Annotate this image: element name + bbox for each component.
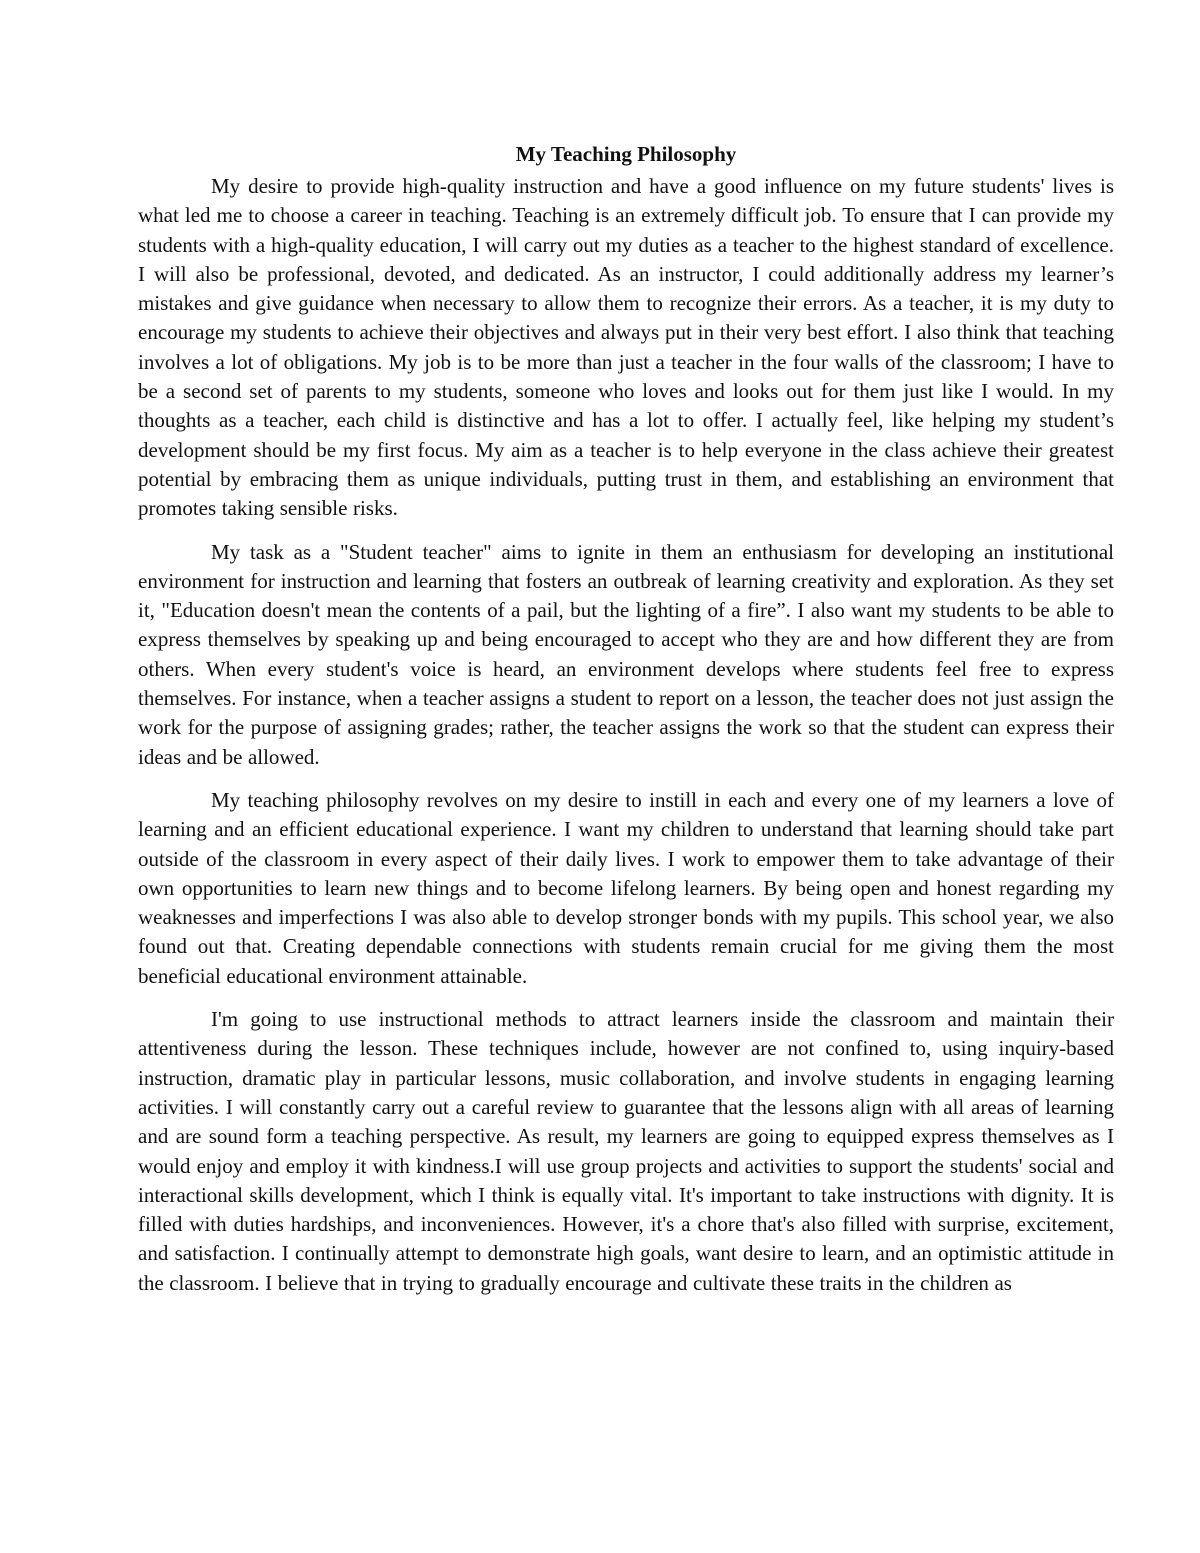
document-body	[138, 140, 1114, 1312]
paragraph-1: My desire to provide high-quality instruction and have a good influence on my future students' lives is what led me to choose a career in teaching. Teaching is an extremely difficult job. To ensure that I can provide my students with a high-quality education, I will carry out my duties as a teacher to the highest standard of excellence. I will also be professional, devoted, and dedicated. As an instructor, I could additionally address my learner’s mistakes and give guidance when necessary to allow them to recognize their errors. As a teacher, it is my duty to encourage my students to achieve their objectives and always put in their very best effort. I also think that teaching involves a lot of obligations. My job is to be more than just a teacher in the four walls of the classroom; I have to be a second set of parents to my students, someone who loves and looks out for them just like I would. In my thoughts as a teacher, each child is distinctive and has a lot to offer. I actually feel, like helping my student’s development should be my first focus. My aim as a teacher is to help everyone in the class achieve their greatest potential by embracing them as unique individuals, putting trust in them, and establishing an environment that promotes taking sensible risks.	[138, 174, 1114, 521]
paragraph-3: My teaching philosophy revolves on my desire to instill in each and every one of my learners a love of learning and an efficient educational experience. I want my children to understand that learning should take part outside of the classroom in every aspect of their daily lives. I work to empower them to take advantage of their own opportunities to learn new things and to become lifelong learners. By being open and honest regarding my weaknesses and imperfections I was also able to develop stronger bonds with my pupils. This school year, we also found out that. Creating dependable connections with students remain crucial for me giving them the most beneficial educational environment attainable.	[138, 787, 1114, 988]
paragraph-4: I'm going to use instructional methods to attract learners inside the classroom and maintain their attentiveness during the lesson. These techniques include, however are not confined to, using inquiry-based instruction, dramatic play in particular lessons, music collaboration, and involve students in engaging learning activities. I will constantly carry out a careful review to guarantee that the lessons align with all areas of learning and are sound form a teaching perspective. As result, my learners are going to equipped express themselves as I would enjoy and employ it with kindness.I will use group projects and activities to support the students' social and interactional skills development, which I think is equally vital. It's important to take instructions with dignity. It is filled with duties hardships, and inconveniences. However, it's a chore that's also filled with surprise, excitement, and satisfaction. I continually attempt to demonstrate high goals, want desire to learn, and an optimistic attitude in the classroom. I believe that in trying to gradually encourage and cultivate these traits in the children as	[138, 1007, 1114, 1295]
page-title: My Teaching Philosophy	[515, 142, 737, 166]
paragraph-2: My task as a "Student teacher" aims to ignite in them an enthusiasm for developing an institutional environment for instruction and learning that fosters an outbreak of learning creativity and exploration. As they set it, "Education doesn't mean the contents of a pail, but the lighting of a fire”. I also want my students to be able to express themselves by speaking up and being encouraged to accept who they are and how different they are from others. When every student's voice is heard, an environment develops where students feel free to express themselves. For instance, when a teacher assigns a student to report on a lesson, the teacher does not just assign the work for the purpose of assigning grades; rather, the teacher assigns the work so that the student can express their ideas and be allowed.	[138, 539, 1114, 769]
